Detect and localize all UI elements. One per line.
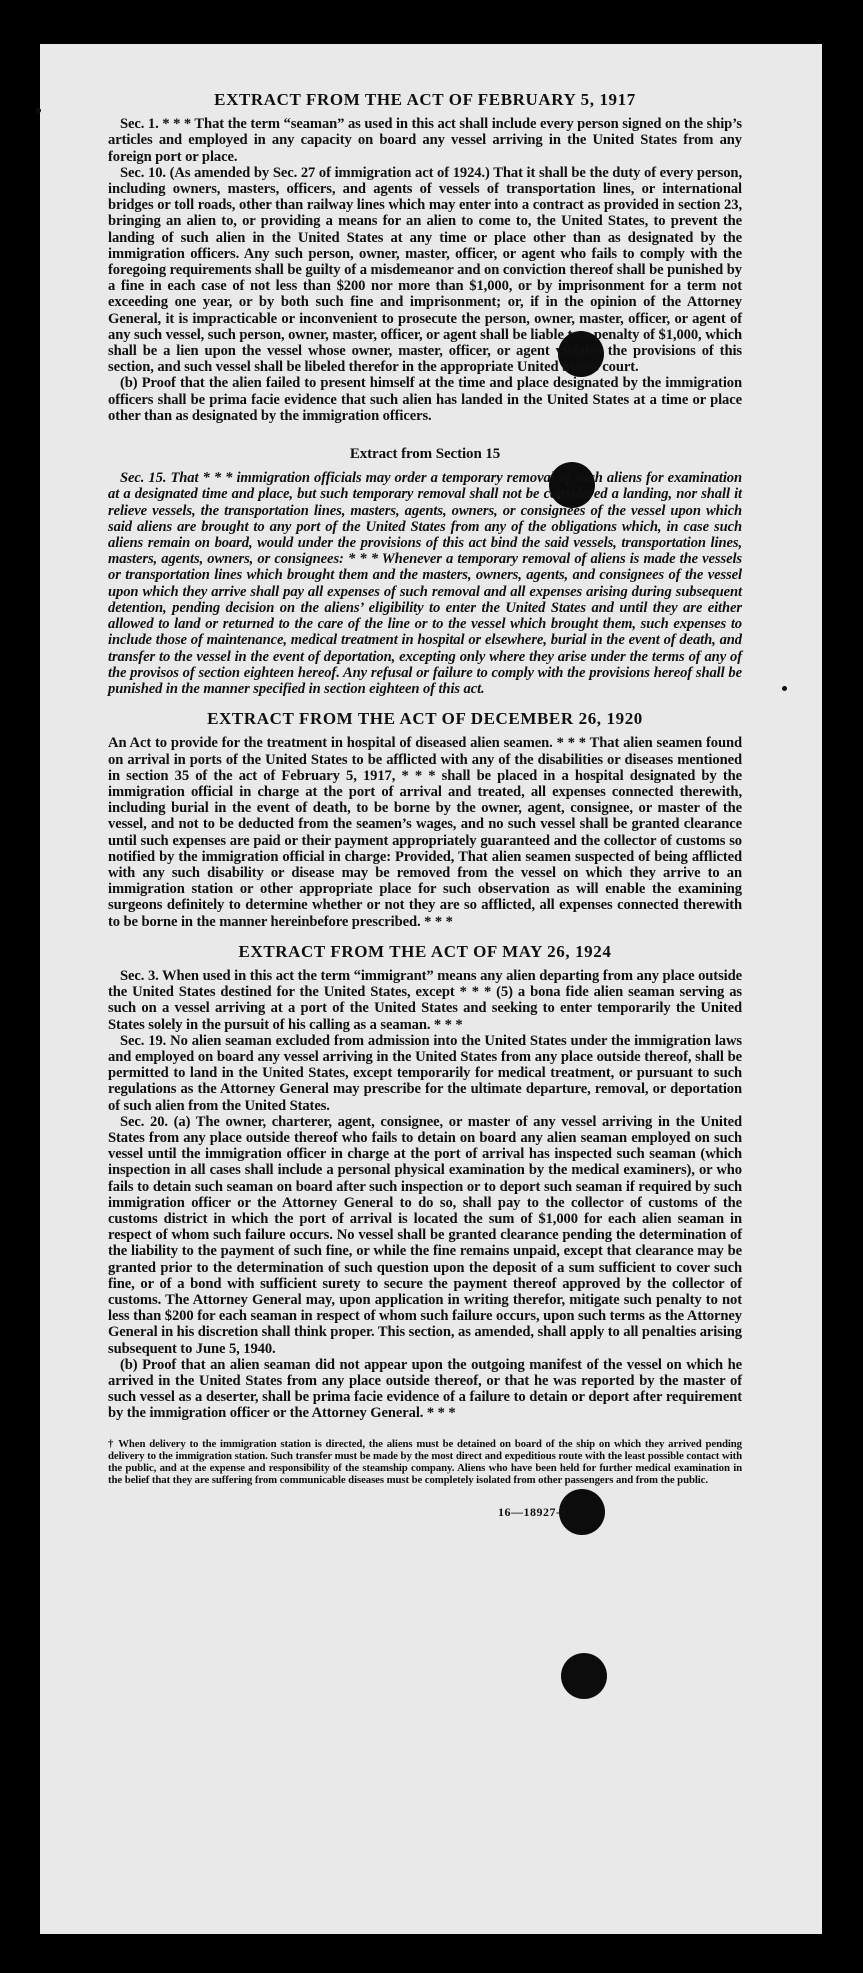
form-number: 16—18927-1 bbox=[498, 1505, 567, 1520]
paragraph-act-1920: An Act to provide for the treatment in hospital of diseased alien seamen. * * * That alien seamen found on arrival in ports of the United States to be afflicted with any of the disabilities or diseases mentioned in section 35 of the act of February 5, 1917, * * * shall be placed in a hospital designated by the immigration official in charge at the port of arrival and treated, all expenses connected therewith, including burial in the event of death, to be borne by the owner, agent, consignee, or master of the vessel, and not to be deducted from the seamen’s wages, and no such vessel shall be granted clearance until such expenses are paid or their payment appropriately guaranteed and the collector of customs so notified by the immigration official in charge: Provided, That alien seamen suspected of being afflicted with any such disability or disease may be removed from the vessel on which they arrive to an immigration station or other appropriate place for such observation as will enable the examining surgeons definitely to determine whether or not they are so afflicted, all expenses connected therewith to be borne in the manner hereinbefore prescribed. * * * bbox=[108, 735, 742, 930]
paragraph-sec-15: Sec. 15. That * * * immigration officials may order a temporary removal of such aliens for examination at a designated time and place, but such temporary removal shall not be considered a landing, nor shall it relieve vessels, the transportation lines, masters, agents, owners, or consignees of the vessel upon which said aliens are brought to any port of the United States from any of the obligations which, in case such aliens remain on board, would under the provisions of this act bind the said vessels, transportation lines, masters, agents, owners, or consignees: * * * Whenever a temporary removal of aliens is made the vessels or transportation lines which brought them and the masters, owners, agents, and consignees of the vessel upon which they arrive shall pay all expenses of such removal and all expenses arising during subsequent detention, pending decision on the aliens’ eligibility to enter the United States and until they are either allowed to land or returned to the care of the line or to the vessel which brought them, such expenses to include those of maintenance, medical treatment in hospital or elsewhere, burial in the event of death, and transfer to the vessel in the event of deportation, excepting only where they arise under the terms of any of the provisos of section eighteen hereof. Any refusal or failure to comply with the provisions hereof shall be punished in the manner specified in section eighteen of this act. bbox=[108, 470, 742, 697]
paragraph-sec-1: Sec. 1. * * * That the term “seaman” as used in this act shall include every person signed on the ship’s articles and employed in any capacity on board any vessel arriving in the United States from any foreign port or place. bbox=[108, 116, 742, 165]
punch-hole bbox=[561, 1653, 607, 1699]
speck bbox=[782, 686, 787, 691]
paragraph-sec-19: Sec. 19. No alien seaman excluded from admission into the United States under the immigration laws and employed on board any vessel arriving in the United States from any place outside thereof, shall be permitted to land in the United States, except temporarily for medical treatment, or pursuant to such regulations as the Attorney General may prescribe for the ultimate departure, removal, or deportation of such alien from the United States. bbox=[108, 1032, 742, 1114]
footnote bbox=[108, 1438, 742, 1487]
speck bbox=[36, 108, 41, 113]
footnote-text: When delivery to the immigration station is directed, the aliens must be detained on board of the ship on which they arrived pending delivery to the immigration station. Such transfer must be made by the most direct and expeditious route with the least possible contact with the public, and at the expense and responsibility of the steamship company. Aliens who have been held for further medical examination in the belief that they are suffering from communicable diseases must be completely isolated from other passengers and from the public. bbox=[108, 1437, 742, 1487]
subheading-section-15: Extract from Section 15 bbox=[349, 446, 501, 463]
paragraph-sec-3: Sec. 3. When used in this act the term “immigrant” means any alien departing from any place outside the United States destined for the United States, except * * * (5) a bona fide alien seaman serving as such on a vessel arriving at a port of the United States and seeking to enter temporarily the United States solely in the pursuit of his calling as a seaman. * * * bbox=[108, 967, 742, 1033]
paragraph-sec-10b: (b) Proof that the alien failed to present himself at the time and place designated by the immigration officers shall be prima facie evidence that such alien has landed in the United States at a time or place other than as designated by the immigration officers. bbox=[108, 375, 742, 424]
footnote-mark: † bbox=[108, 1437, 115, 1450]
heading-act-1920: EXTRACT FROM THE ACT OF DECEMBER 26, 1920 bbox=[207, 709, 643, 729]
paragraph-sec-10: Sec. 10. (As amended by Sec. 27 of immigration act of 1924.) That it shall be the duty of every person, including owners, masters, officers, and agents of vessels of transportation lines, or international bridges or toll roads, other than railway lines which may enter into a contract as provided in section 23, bringing an alien to, or providing a means for an alien to come to, the United States, to prevent the landing of such alien in the United States at any time or place other than as designated by the immigration officers. Any such person, owner, master, officer, or agent who fails to comply with the foregoing requirements shall be guilty of a misdemeanor and on conviction thereof shall be punished by a fine in each case of not less than $200 nor more than $1,000, or by imprisonment for a term not exceeding one year, or by both such fine and imprisonment; or, if in the opinion of the Attorney General, it is impracticable or inconvenient to prosecute the person, owner, master, officer, or agent of any such vessel, such person, owner, master, officer, or agent shall be liable to a penalty of $1,000, which shall be a lien upon the vessel whose owner, master, officer, or agent violates the provisions of this section, and such vessel shall be libeled therefor in the appropriate United States court. bbox=[108, 164, 742, 376]
paragraph-sec-20b: (b) Proof that an alien seaman did not appear upon the outgoing manifest of the vessel on which he arrived in the United States from any place outside thereof, or that he was reported by the master of such vessel as a deserter, shall be prima facie evidence of a failure to detain or deport after requirement by the immigration officer or the Attorney General. * * * bbox=[108, 1356, 742, 1422]
heading-act-1924: EXTRACT FROM THE ACT OF MAY 26, 1924 bbox=[238, 941, 612, 961]
heading-act-1917: EXTRACT FROM THE ACT OF FEBRUARY 5, 1917 bbox=[214, 90, 636, 109]
document-body bbox=[108, 92, 742, 1521]
paragraph-sec-20a: Sec. 20. (a) The owner, charterer, agent, consignee, or master of any vessel arriving in the United States from any place outside thereof who fails to detain on board any alien seaman employed on such vessel until the immigration officer in charge at the port of arrival has inspected such seaman (which inspection in all cases shall include a personal physical examination by the medical examiners), or who fails to detain such seaman on board after such inspection or to deport such seaman if required by such immigration officer or the Attorney General to do so, shall pay to the collector of customs of the customs district in which the port of arrival is located the sum of $1,000 for each alien seaman in respect of whom such failure occurs. No vessel shall be granted clearance pending the determination of the liability to the payment of such fine, or while the fine remains unpaid, except that clearance may be granted prior to the determination of such question upon the deposit of a sum sufficient to cover such fine, or of a bond with sufficient surety to secure the payment thereof approved by the collector of customs. The Attorney General may, upon application in writing therefor, mitigate such penalty to not less than $200 for each seaman in respect of whom such failure occurs, upon such terms as the Attorney General in his discretion shall think proper. This section, as amended, shall apply to all penalties arising subsequent to June 5, 1940. bbox=[108, 1113, 742, 1357]
